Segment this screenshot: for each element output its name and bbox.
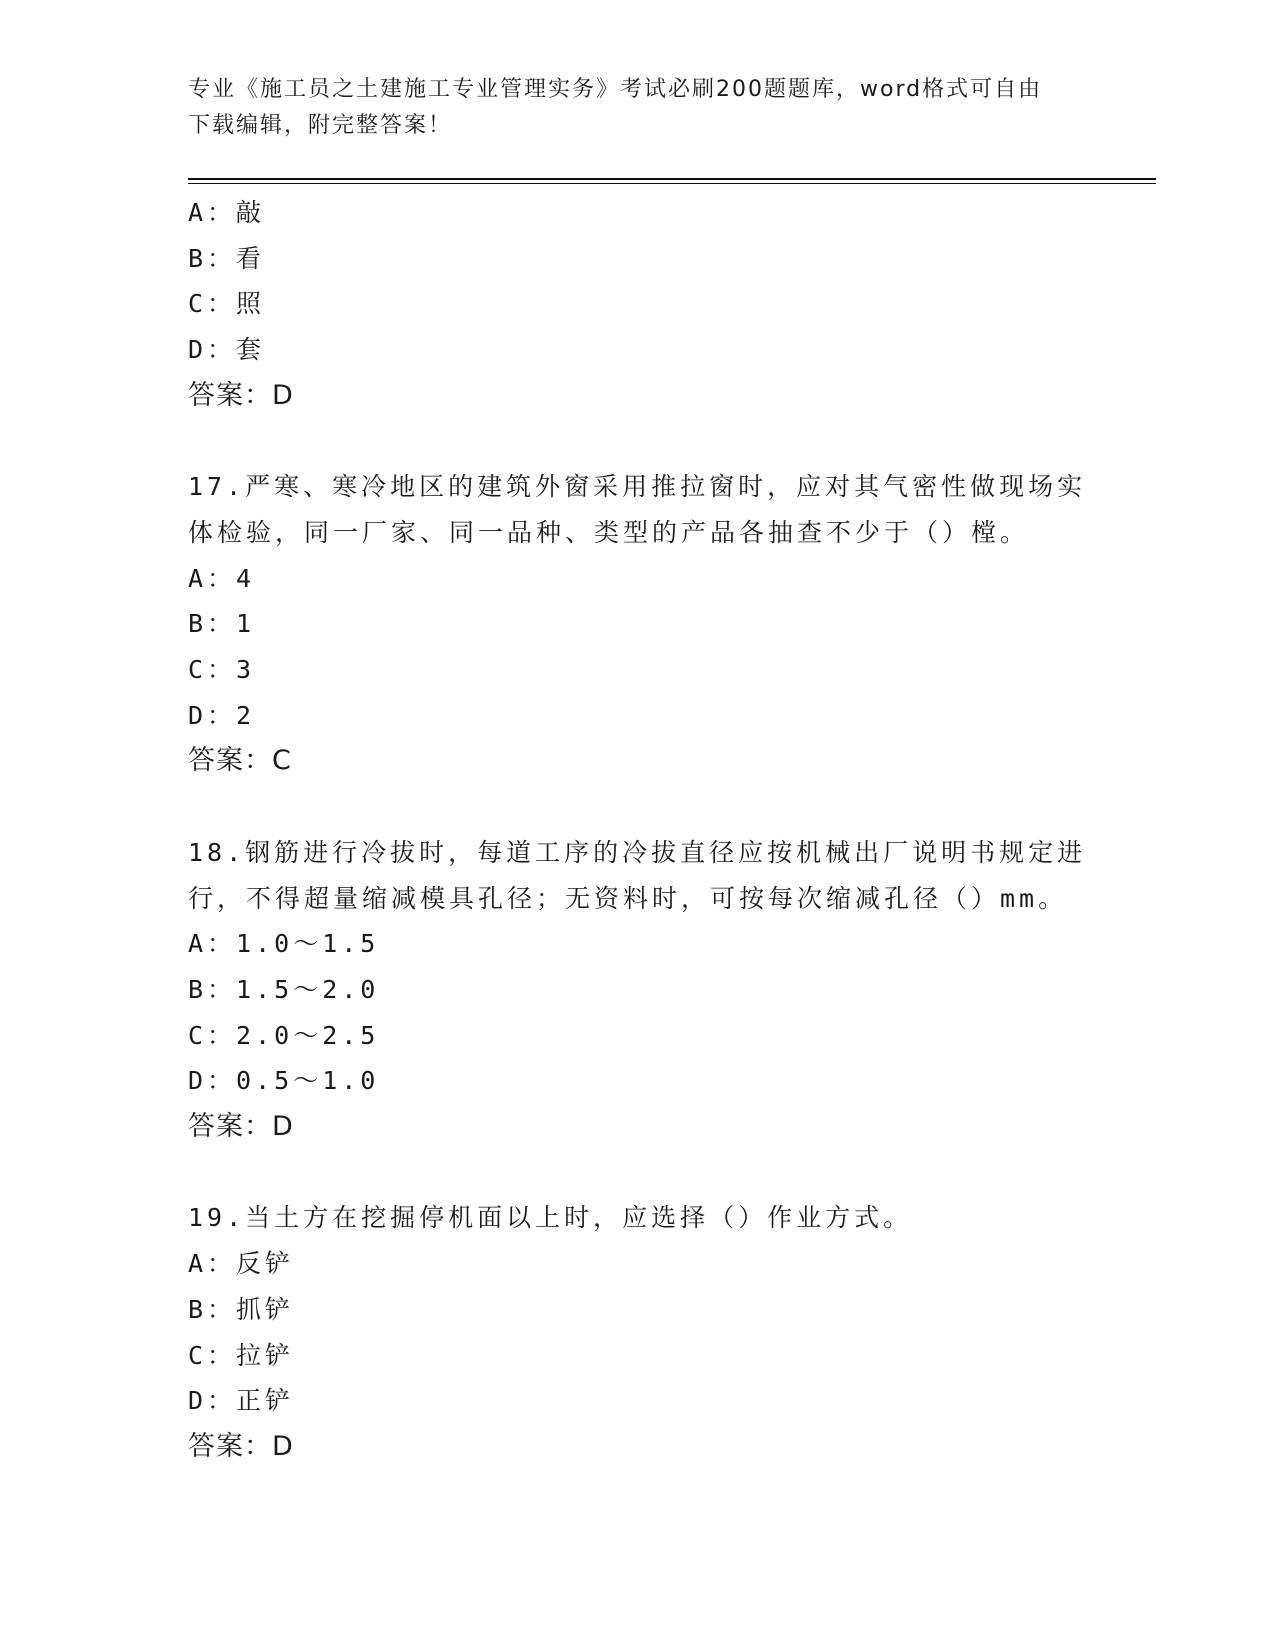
option-d: D：0.5～1.0 (188, 1066, 380, 1096)
question-list (188, 190, 1088, 1470)
option-d: D：2 (188, 700, 256, 730)
option-c: C：3 (188, 655, 256, 685)
header-line-1: 专业《施工员之土建施工专业管理实务》考试必刷200题题库，word格式可自由 (188, 77, 1043, 102)
question-16-continued (188, 190, 1088, 419)
question-17 (188, 464, 1088, 784)
option-a: A：反铲 (188, 1249, 295, 1279)
question-18 (188, 830, 1088, 1150)
option-b: B：1.5～2.0 (188, 974, 380, 1004)
option-d: D：套 (188, 335, 266, 365)
option-a: A：4 (188, 563, 256, 593)
spacer (188, 1150, 1088, 1196)
answer-line: 答案：D (188, 379, 294, 411)
header-divider-thick (188, 178, 1156, 180)
answer-line: 答案：C (188, 745, 292, 777)
question-stem-line-1: 18.钢筋进行冷拔时，每道工序的冷拔直径应按机械出厂说明书规定进 (188, 837, 1087, 867)
question-stem-line-2: 行，不得超量缩减模具孔径；无资料时，可按每次缩减孔径（）mm。 (188, 883, 1068, 913)
option-c: C：拉铲 (188, 1340, 295, 1370)
question-stem-line-1: 19.当土方在挖掘停机面以上时，应选择（）作业方式。 (188, 1203, 913, 1233)
option-c: C：照 (188, 289, 266, 319)
option-a: A：敲 (188, 198, 266, 227)
option-a: A：1.0～1.5 (188, 929, 380, 959)
spacer (188, 419, 1088, 465)
header-divider-thin (188, 183, 1156, 184)
option-b: B：抓铲 (188, 1294, 295, 1324)
document-header (188, 72, 1088, 144)
answer-line: 答案：D (188, 1430, 294, 1462)
option-b: B：1 (188, 609, 256, 639)
question-stem-line-1: 17.严寒、寒冷地区的建筑外窗采用推拉窗时，应对其气密性做现场实 (188, 472, 1087, 502)
option-b: B：看 (188, 243, 266, 273)
option-c: C：2.0～2.5 (188, 1020, 380, 1050)
option-d: D：正铲 (188, 1386, 295, 1416)
question-19 (188, 1195, 1088, 1469)
spacer (188, 784, 1088, 830)
answer-line: 答案：D (188, 1111, 294, 1143)
question-stem-line-2: 体检验，同一厂家、同一品种、类型的产品各抽查不少于（）樘。 (188, 517, 1030, 547)
header-line-2: 下载编辑，附完整答案！ (188, 113, 453, 138)
